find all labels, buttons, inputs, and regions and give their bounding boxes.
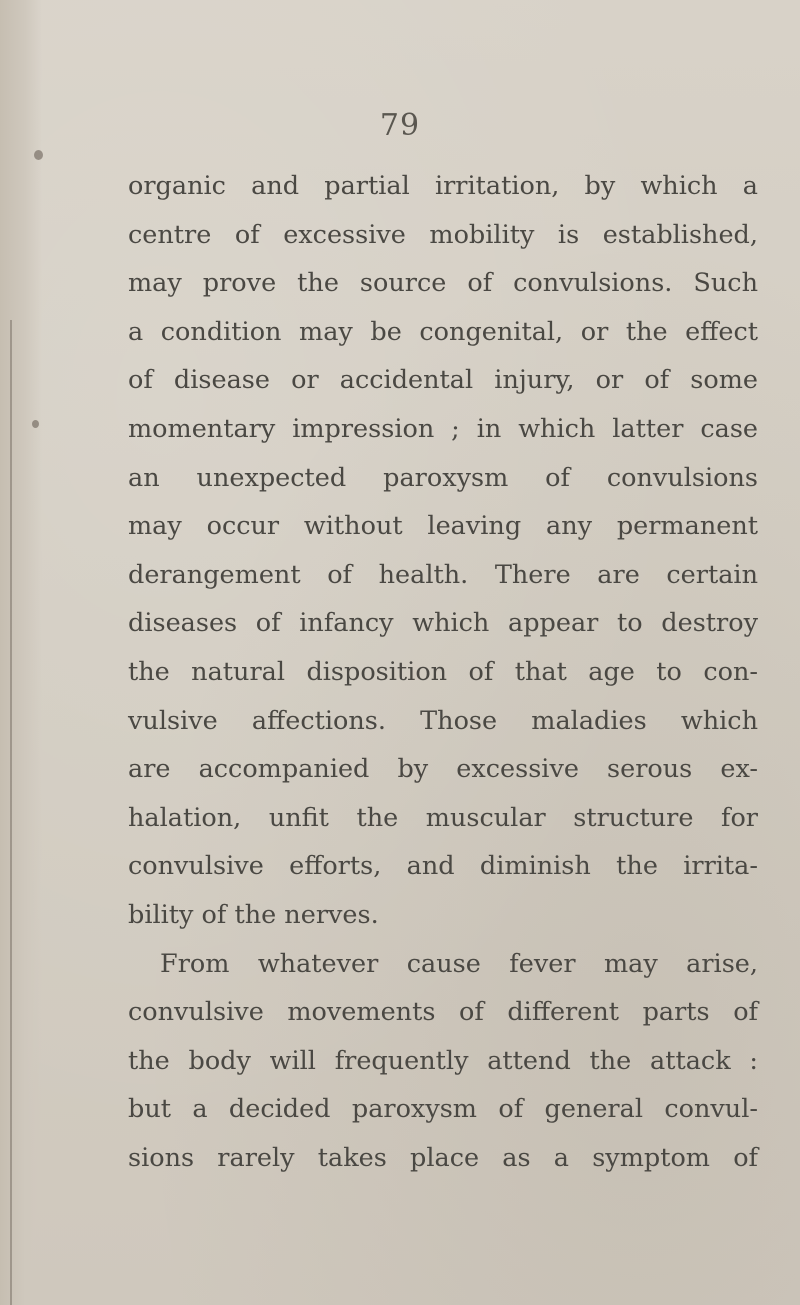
text-line: of disease or accidental injury, or of some	[128, 365, 758, 396]
text-line: derangement of health. There are certain	[128, 559, 758, 590]
binding-shadow-line	[10, 320, 12, 1305]
text-line: a condition may be congenital, or the effect	[128, 316, 758, 347]
paragraph-start-line: From whatever cause fever may arise,	[160, 948, 758, 979]
text-line: diseases of infancy which appear to destroy	[128, 608, 758, 639]
ink-spot	[34, 150, 43, 160]
text-line: convulsive efforts, and diminish the irrita-	[128, 851, 758, 882]
ink-spot	[32, 420, 39, 428]
text-line: organic and partial irritation, by which a	[128, 171, 758, 201]
text-line: momentary impression ; in which latter case	[128, 413, 758, 444]
body-text	[128, 162, 758, 1182]
text-line: convulsive movements of different parts of	[128, 997, 758, 1028]
text-line: centre of excessive mobility is established,	[128, 219, 758, 250]
text-line: the natural disposition of that age to con-	[128, 656, 758, 687]
text-line: vulsive affections. Those maladies which	[128, 705, 758, 736]
text-line: but a decided paroxysm of general convul-	[128, 1094, 758, 1125]
text-line: halation, unfit the muscular structure for	[128, 802, 758, 833]
page-number: 79	[379, 108, 421, 143]
page-binding-edge	[0, 0, 42, 1305]
text-line: may prove the source of convulsions. Such	[128, 268, 758, 299]
text-line: an unexpected paroxysm of convulsions	[128, 462, 758, 493]
text-line: sions rarely takes place as a symptom of	[128, 1142, 758, 1173]
text-line: are accompanied by excessive serous ex-	[128, 754, 758, 785]
text-line: may occur without leaving any permanent	[128, 511, 758, 542]
text-line: the body will frequently attend the attack :	[128, 1045, 758, 1076]
paragraph-end-line: bility of the nerves.	[128, 899, 379, 930]
